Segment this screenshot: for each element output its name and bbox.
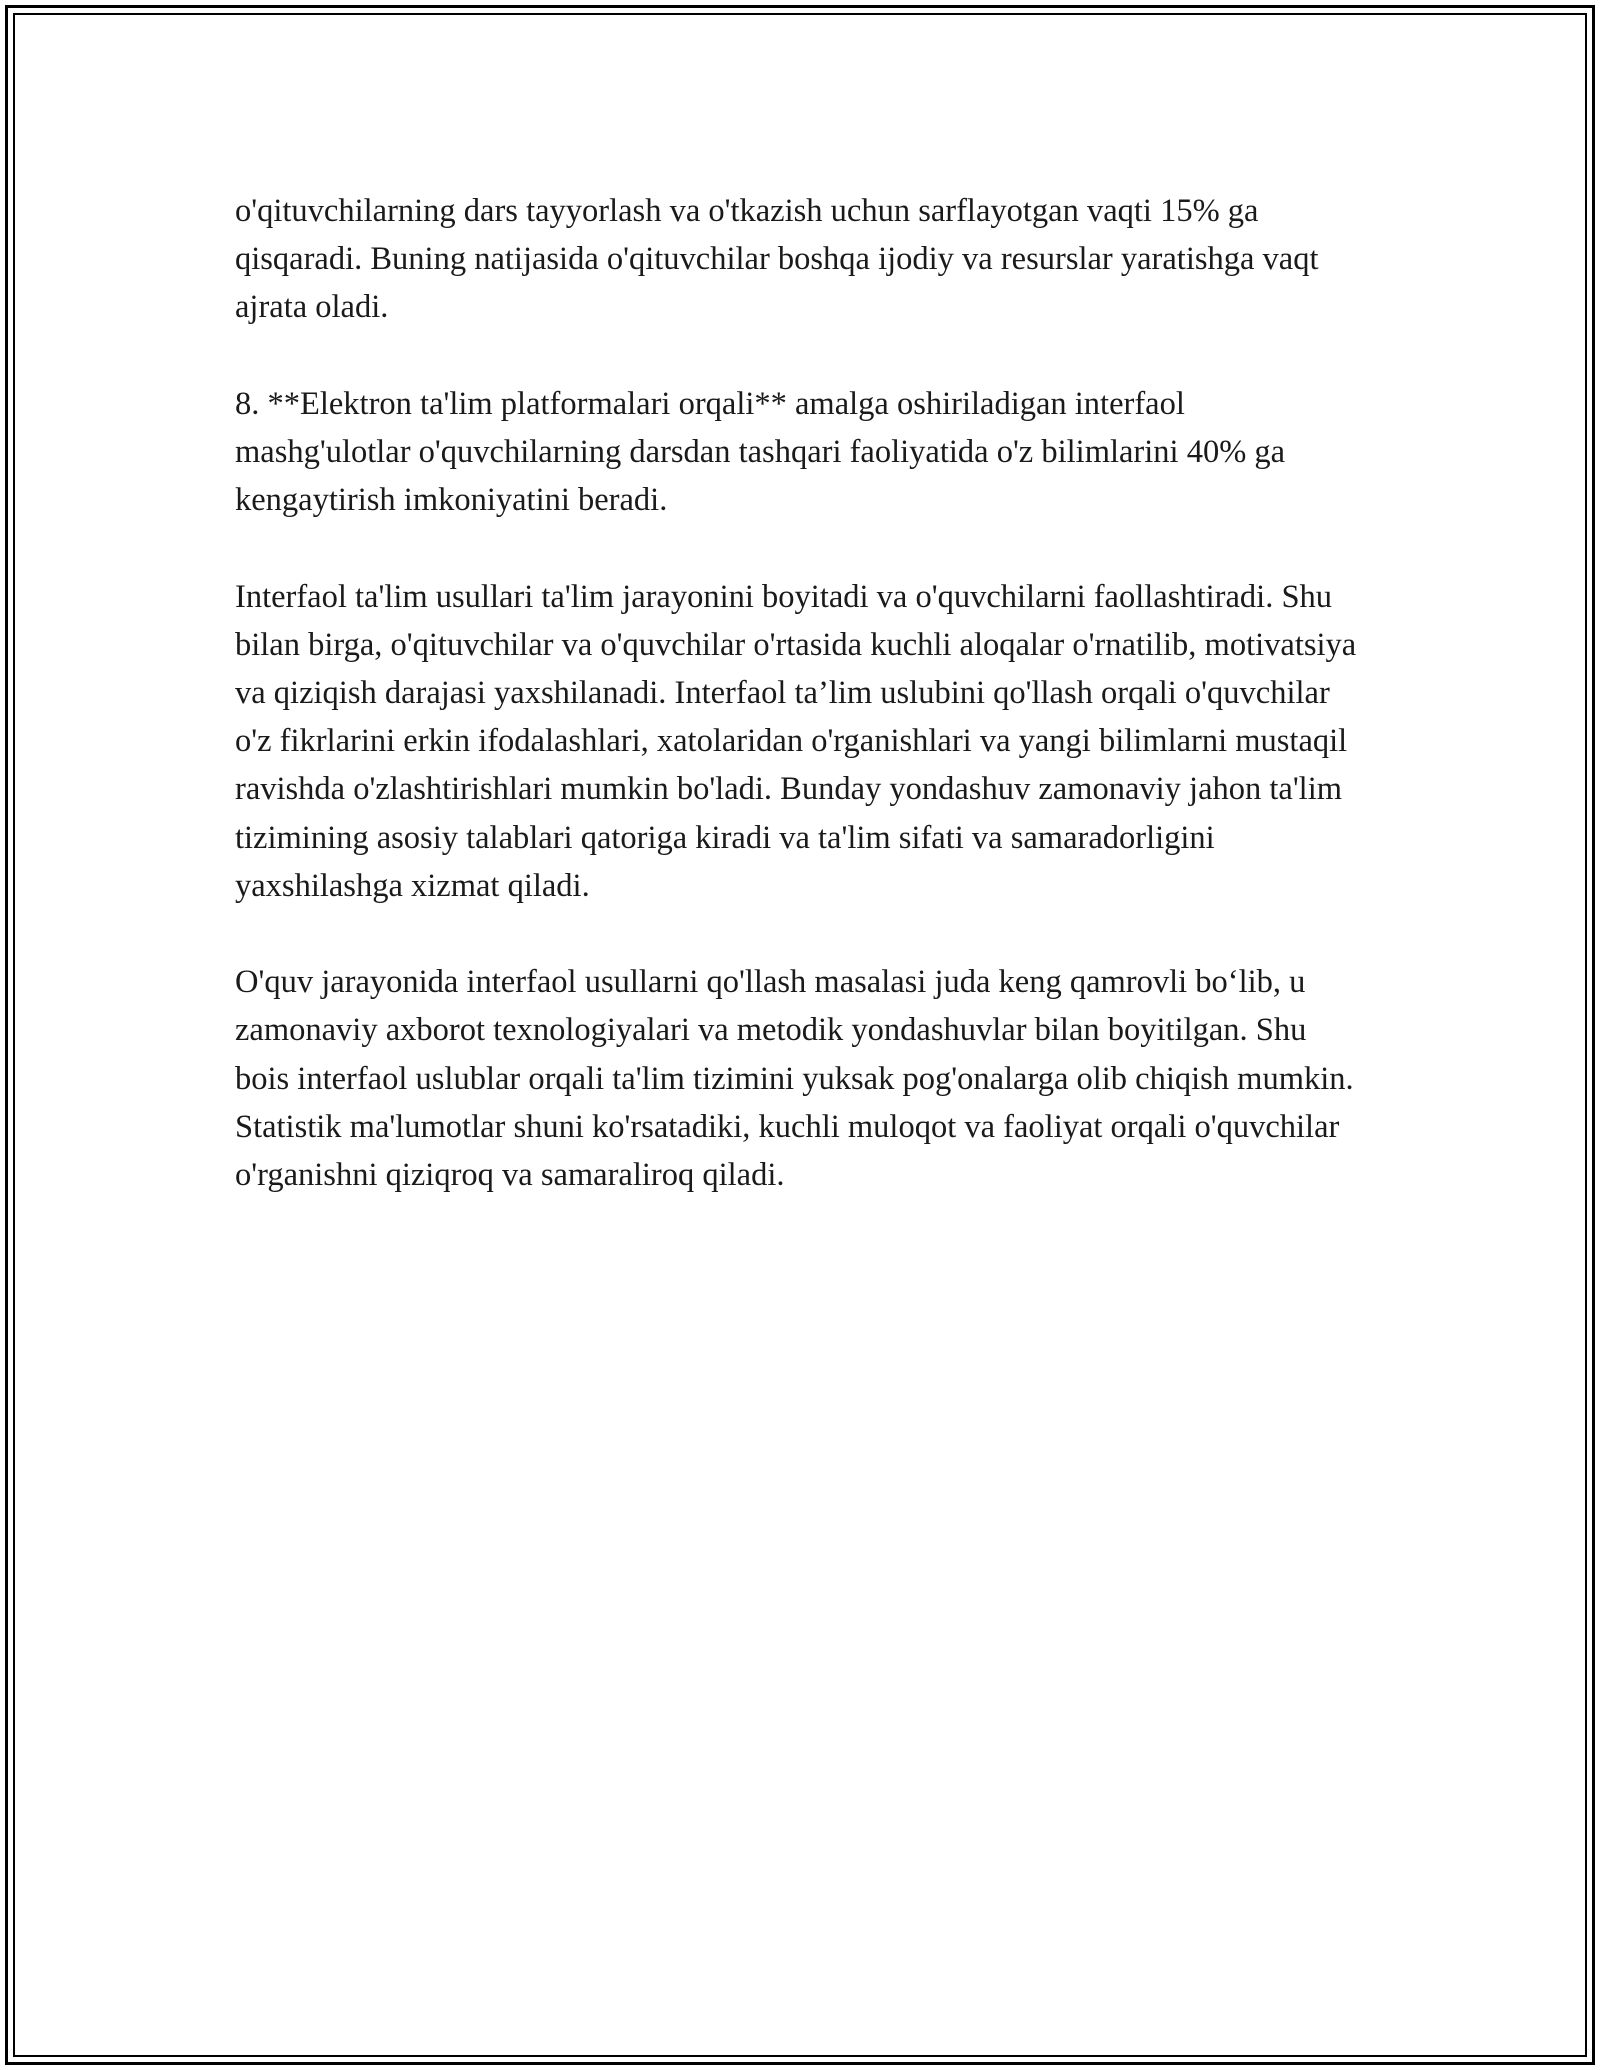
paragraph-3: Interfaol ta'lim usullari ta'lim jarayonini boyitadi va o'quvchilarni faollashtiradi. Shu bilan birga, o'qituvchilar va o'quvchilar o'rtasida kuchli aloqalar o'rnatilib, motivatsiya va qiziqish darajasi yaxshilanadi. Interfaol ta’lim uslubini qo'llash orqali o'quvchilar o'z fikrlarini erkin ifodalashlari, xatolaridan o'rganishlari va yangi bilimlarni mustaqil ravishda o'zlashtirishlari mumkin bo'ladi. Bunday yondashuv zamonaviy jahon ta'lim tizimining asosiy talablari qatoriga kiradi va ta'lim sifati va samaradorligini yaxshilashga xizmat qiladi. (235, 578, 1357, 904)
document-body (235, 187, 1365, 1247)
paragraph-2: 8. **Elektron ta'lim platformalari orqali** amalga oshiriladigan interfaol mashg'ulotlar o'quvchilarning darsdan tashqari faoliyatida o'z bilimlarini 40% ga kengaytirish imkoniyatini beradi. (235, 385, 1286, 519)
paragraph-4: O'quv jarayonida interfaol usullarni qo'llash masalasi juda keng qamrovli bo‘lib, u zamonaviy axborot texnologiyalari va metodik yondashuvlar bilan boyitilgan. Shu bois interfaol uslublar orqali ta'lim tizimini yuksak pog'onalarga olib chiqish mumkin. Statistik ma'lumotlar shuni ko'rsatadiki, kuchli muloqot va faoliyat orqali o'quvchilar o'rganishni qiziqroq va samaraliroq qiladi. (235, 964, 1354, 1194)
paragraph-1: o'qituvchilarning dars tayyorlash va o'tkazish uchun sarflayotgan vaqti 15% ga qisqaradi. Buning natijasida o'qituvchilar boshqa ijodiy va resurslar yaratishga vaqt ajrata oladi. (235, 193, 1319, 326)
